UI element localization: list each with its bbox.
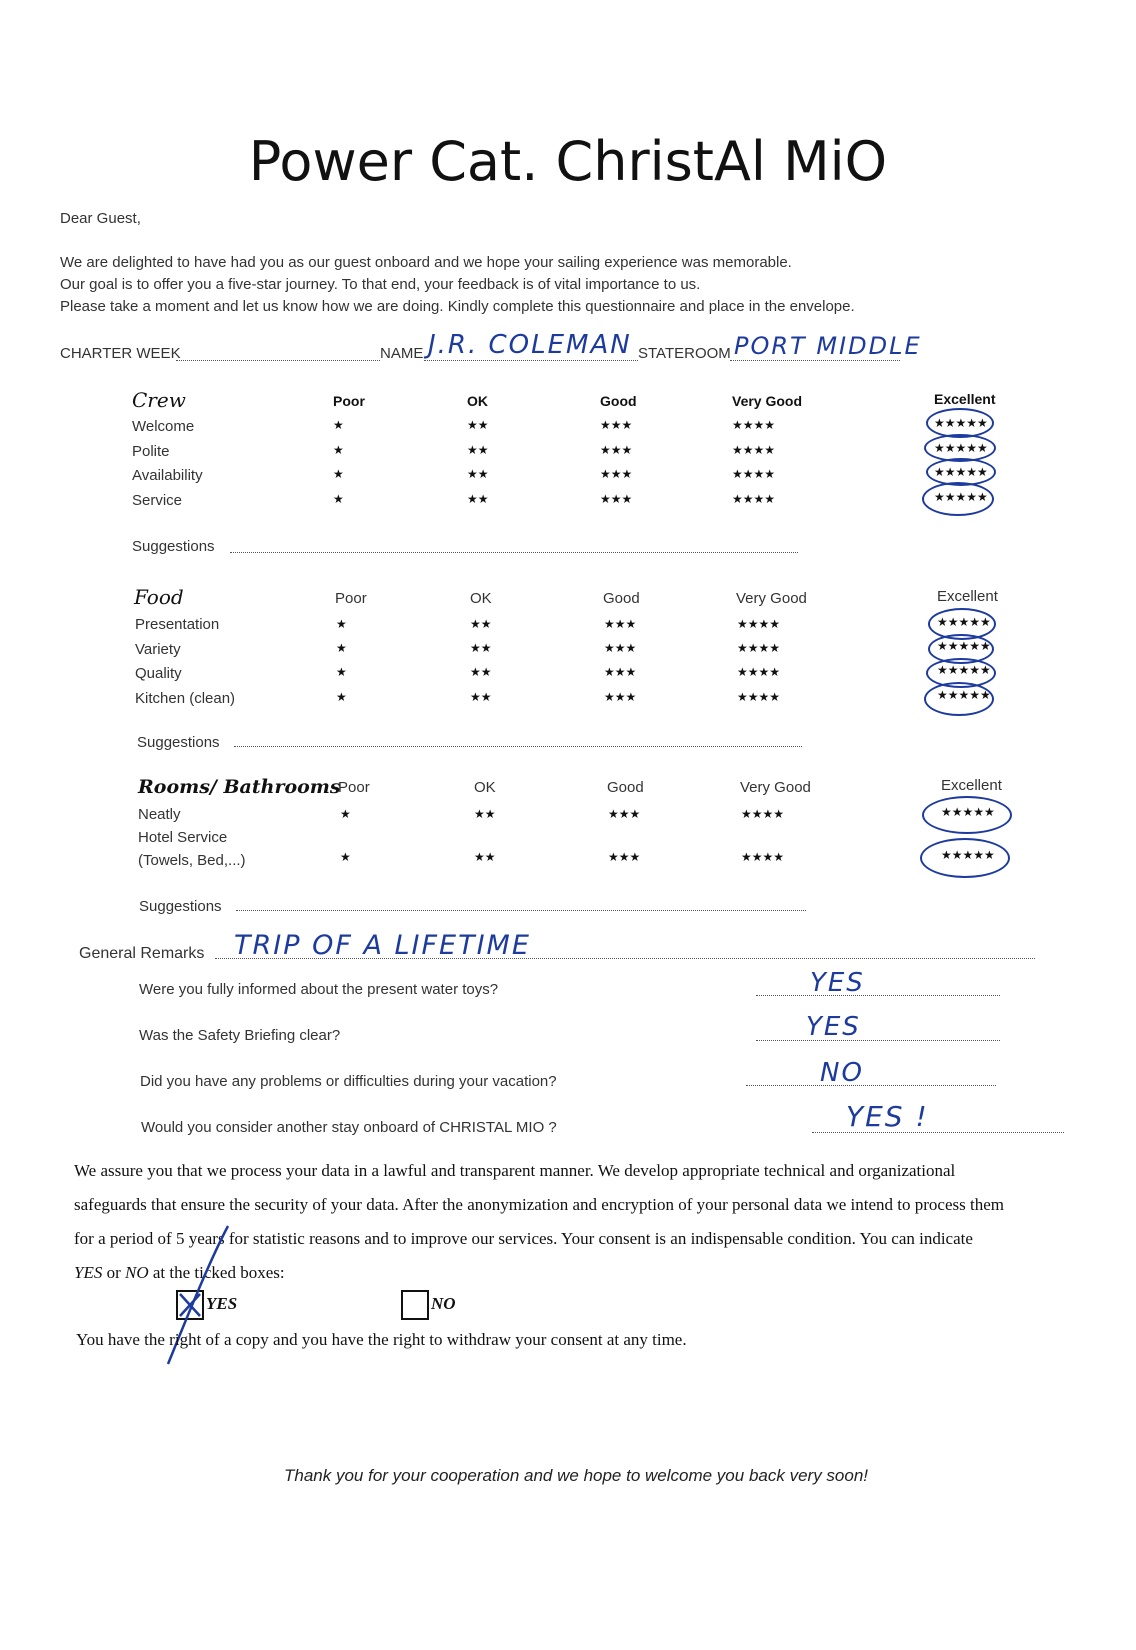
stars-1-option[interactable]: ★ [336, 617, 347, 631]
stars-2-option[interactable]: ★★ [467, 418, 489, 432]
intro-line-2: Our goal is to offer you a five-star journey. To that end, your feedback is of vital importance to us. [60, 276, 701, 293]
question-1: Were you fully informed about the present water toys? [139, 981, 499, 998]
charter-week-field[interactable] [176, 360, 380, 361]
question-2: Was the Safety Briefing clear? [139, 1027, 341, 1044]
stars-1-option[interactable]: ★ [340, 807, 351, 821]
rooms-item-towels: (Towels, Bed,...) [138, 852, 246, 869]
rooms-col-very-good: Very Good [740, 779, 811, 796]
stars-5-option[interactable]: ★★★★★ [937, 615, 991, 629]
stars-1-option[interactable]: ★ [333, 492, 344, 506]
food-suggestions-label: Suggestions [137, 734, 220, 751]
crew-col-ok: OK [467, 393, 488, 409]
rooms-suggestions-field[interactable] [236, 910, 806, 911]
rooms-section-title: Rooms/ Bathrooms [138, 776, 341, 798]
stars-3-option[interactable]: ★★★ [600, 418, 633, 432]
stateroom-field-line [730, 360, 900, 361]
stars-4-option[interactable]: ★★★★ [732, 467, 776, 481]
stars-4-option[interactable]: ★★★★ [732, 443, 776, 457]
consent-or-word: or [102, 1263, 126, 1282]
crew-col-very-good: Very Good [732, 393, 803, 409]
answer-2-field[interactable]: YES [806, 1012, 861, 1042]
stars-4-option[interactable]: ★★★★ [737, 665, 781, 679]
name-label: NAME [380, 345, 424, 362]
question-3: Did you have any problems or difficulties during your vacation? [140, 1073, 557, 1090]
food-col-very-good: Very Good [736, 590, 807, 607]
stars-1-option[interactable]: ★ [336, 665, 347, 679]
greeting: Dear Guest, [60, 210, 141, 227]
selection-circle [920, 838, 1010, 878]
stars-2-option[interactable]: ★★ [474, 850, 496, 864]
name-field-line [424, 360, 638, 361]
answer-1-field[interactable]: YES [810, 968, 865, 998]
stars-5-option[interactable]: ★★★★★ [941, 848, 995, 862]
stars-3-option[interactable]: ★★★ [604, 665, 637, 679]
food-col-excellent: Excellent [937, 588, 998, 605]
crew-item-service: Service [132, 492, 183, 509]
consent-yes-label: YES [206, 1294, 238, 1313]
stars-3-option[interactable]: ★★★ [608, 807, 641, 821]
consent-withdraw-text: You have the right of a copy and you have the right to withdraw your consent at any time. [76, 1330, 687, 1349]
crew-suggestions-label: Suggestions [132, 538, 215, 555]
stars-5-option[interactable]: ★★★★★ [934, 490, 988, 504]
crew-item-polite: Polite [132, 443, 170, 460]
charter-week-label: CHARTER WEEK [60, 345, 181, 362]
stars-3-option[interactable]: ★★★ [604, 690, 637, 704]
answer-4-field[interactable]: YES ! [846, 1100, 929, 1133]
rooms-item-neatly: Neatly [138, 806, 181, 823]
crew-suggestions-field[interactable] [230, 552, 798, 553]
general-remarks-label: General Remarks [79, 945, 205, 962]
stars-2-option[interactable]: ★★ [470, 665, 492, 679]
question-4: Would you consider another stay onboard of CHRISTAL MIO ? [141, 1119, 557, 1136]
consent-no-label: NO [431, 1294, 456, 1313]
intro-line-1: We are delighted to have had you as our guest onboard and we hope your sailing experience was memorable. [60, 254, 792, 271]
stars-4-option[interactable]: ★★★★ [741, 807, 785, 821]
consent-yes-word: YES [74, 1263, 103, 1282]
rooms-col-ok: OK [474, 779, 496, 796]
intro-line-3: Please take a moment and let us know how we are doing. Kindly complete this questionnaire and place in the envelope. [60, 298, 855, 315]
stateroom-label: STATEROOM [638, 345, 731, 362]
stars-4-option[interactable]: ★★★★ [737, 690, 781, 704]
stars-2-option[interactable]: ★★ [470, 690, 492, 704]
rooms-col-good: Good [607, 779, 644, 796]
consent-text-line-2: safeguards that ensure the security of your data. After the anonymization and encryption of your personal data we intend to process them [74, 1195, 1004, 1214]
rooms-item-hotel-service: Hotel Service [138, 829, 228, 846]
food-section-title: Food [134, 585, 184, 609]
stars-4-option[interactable]: ★★★★ [732, 492, 776, 506]
food-item-kitchen: Kitchen (clean) [135, 690, 236, 707]
selection-circle [922, 482, 994, 516]
selection-circle [924, 682, 994, 716]
stars-1-option[interactable]: ★ [333, 418, 344, 432]
crew-section-title: Crew [132, 388, 186, 412]
rooms-col-poor: Poor [338, 779, 370, 796]
answer-2-line [756, 1040, 1000, 1041]
food-item-presentation: Presentation [135, 616, 220, 633]
stars-3-option[interactable]: ★★★ [600, 467, 633, 481]
stars-3-option[interactable]: ★★★ [604, 641, 637, 655]
consent-no-word: NO [125, 1263, 149, 1282]
crew-item-availability: Availability [132, 467, 203, 484]
general-remarks-field[interactable]: TRIP OF A LIFETIME [234, 930, 531, 961]
stars-3-option[interactable]: ★★★ [600, 443, 633, 457]
answer-1-line [756, 995, 1000, 996]
stars-1-option[interactable]: ★ [333, 443, 344, 457]
stars-2-option[interactable]: ★★ [467, 492, 489, 506]
rooms-col-excellent: Excellent [941, 777, 1002, 794]
stars-1-option[interactable]: ★ [340, 850, 351, 864]
consent-text-line-1: We assure you that we process your data in a lawful and transparent manner. We develop appropriate technical and organizational [74, 1161, 956, 1180]
name-field[interactable]: J.R. COLEMAN [428, 330, 632, 360]
stars-5-option[interactable]: ★★★★★ [937, 688, 991, 702]
food-suggestions-field[interactable] [234, 746, 802, 747]
crew-col-good: Good [600, 393, 637, 409]
stars-4-option[interactable]: ★★★★ [737, 617, 781, 631]
selection-circle [922, 796, 1012, 834]
stars-1-option[interactable]: ★ [336, 641, 347, 655]
consent-text-line-3: for a period of 5 years for statistic reasons and to improve our services. Your consent is an indispensable condition. You can indicate [74, 1229, 973, 1248]
stateroom-field[interactable]: PORT MIDDLE [734, 332, 922, 360]
consent-ticked-boxes-text: at the ticked boxes: [148, 1263, 285, 1282]
stars-2-option[interactable]: ★★ [474, 807, 496, 821]
stars-3-option[interactable]: ★★★ [600, 492, 633, 506]
answer-3-line [746, 1085, 996, 1086]
food-item-quality: Quality [135, 665, 182, 682]
crew-item-welcome: Welcome [132, 418, 195, 435]
stars-2-option[interactable]: ★★ [467, 467, 489, 481]
stars-3-option[interactable]: ★★★ [604, 617, 637, 631]
food-col-ok: OK [470, 590, 492, 607]
answer-3-field[interactable]: NO [820, 1058, 864, 1088]
stars-2-option[interactable]: ★★ [467, 443, 489, 457]
stars-5-option[interactable]: ★★★★★ [934, 441, 988, 455]
stars-5-option[interactable]: ★★★★★ [937, 639, 991, 653]
footer-thank-you: Thank you for your cooperation and we hope to welcome you back very soon! [284, 1466, 869, 1485]
rooms-suggestions-label: Suggestions [139, 898, 222, 915]
page-title: Power Cat. ChristAl MiO [248, 130, 888, 193]
stars-5-option[interactable]: ★★★★★ [934, 416, 988, 430]
stars-2-option[interactable]: ★★ [470, 641, 492, 655]
stars-5-option[interactable]: ★★★★★ [937, 663, 991, 677]
stars-4-option[interactable]: ★★★★ [732, 418, 776, 432]
stars-2-option[interactable]: ★★ [470, 617, 492, 631]
stars-1-option[interactable]: ★ [336, 690, 347, 704]
stars-4-option[interactable]: ★★★★ [737, 641, 781, 655]
stars-5-option[interactable]: ★★★★★ [941, 805, 995, 819]
food-item-variety: Variety [135, 641, 181, 658]
stars-1-option[interactable]: ★ [333, 467, 344, 481]
stars-3-option[interactable]: ★★★ [608, 850, 641, 864]
consent-no-checkbox[interactable] [401, 1290, 429, 1320]
crew-col-poor: Poor [333, 393, 365, 409]
stars-4-option[interactable]: ★★★★ [741, 850, 785, 864]
crew-col-excellent: Excellent [934, 391, 996, 407]
stars-5-option[interactable]: ★★★★★ [934, 465, 988, 479]
food-col-good: Good [603, 590, 640, 607]
food-col-poor: Poor [335, 590, 367, 607]
